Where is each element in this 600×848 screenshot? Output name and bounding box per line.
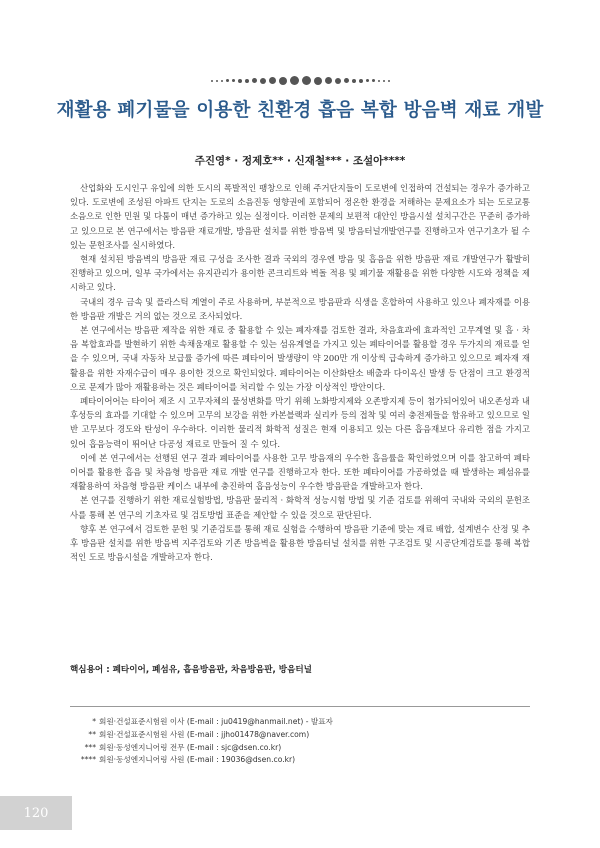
paragraph: 본 연구를 진행하기 위한 재료실험방법, 방음판 물리적 · 화학적 성능시험 방법 및 기준 검토를 위해여 국내와 국외의 문헌조사를 통해 본 연구의 기초자료 및 검토방법 표준을 제안할 수 있을 것으로 판단된다.	[70, 495, 530, 520]
decorative-dot	[352, 79, 356, 83]
decorative-dot	[260, 78, 266, 84]
decorative-dot	[344, 78, 349, 83]
paragraph: 현재 설치된 방음벽의 방음판 재료 구성을 조사한 결과 국외의 경우엔 방음 및 흡음을 위한 방음판 재료 개발연구가 활발히 진행하고 있으며, 일부 국가에서는 유지관리가 용이한 콘크리트와 벽돌 적용 및 폐기물 재활용을 위한 다양한 시도와 정책을 제시하고 있다.	[70, 254, 530, 293]
decorative-dot	[388, 80, 390, 82]
footnote-text: 회원·동성엔지니어링 사원 (E-mail : 19036@dsen.co.kr)	[99, 755, 296, 765]
decorative-dot	[383, 80, 385, 82]
decorative-dot	[211, 80, 213, 82]
footnote	[70, 729, 530, 742]
footnote-text: 회원·건설표준시험원 이사 (E-mail : ju0419@hanmail.net) - 발표자	[99, 717, 333, 726]
paragraph: 본 연구에서는 방음판 제작을 위한 재료 중 활용할 수 있는 폐자재를 검토한 결과, 차음효과에 효과적인 고무계열 및 흡 · 차음 복합효과를 발현하기 위한 속채움재로 활용할 수 있는 섬유계열을 가지고 있는 폐타이어를 활용할 경우 두가지의 재료를 얻을 수 있으며, 국내 자동차 보급률 증가에 따른 폐타이어 발생량이 약 200만 개 이상씩 급속하게 증가하고 있으므로 폐자재 재활용을 위한 자재수급이 매우 용이한 것으로 확인되었다. 폐타이어는 이산화탄소 배출과 다이옥신 발생 등 단점이 크고 환경적으로 문제가 많아 재활용하는 것은 폐타이어를 처리할 수 있는 가장 이상적인 방안이다.	[70, 325, 530, 392]
decorative-dot	[378, 80, 380, 82]
paragraph: 향후 본 연구에서 검토한 문헌 및 기준검토를 통해 재료 실험을 수행하여 방음판 기준에 맞는 재료 배합, 설계변수 산정 및 추후 방음판 설치를 위한 방음벽 지주검토와 기존 방음벽을 활용한 방음터널 설치를 위한 구조검토 및 시공단계검토를 통해 복합적인 도로 방음시설을 개발하고자 한다.	[70, 523, 530, 563]
footnotes	[70, 716, 530, 767]
decorative-dot	[226, 79, 229, 82]
keywords: 핵심용어 : 폐타이어, 폐섬유, 흡음방음판, 차음방음판, 방음터널	[70, 665, 312, 675]
footnote-text: 회원·건설표준시험원 사원 (E-mail : jjho01478@naver.com)	[99, 729, 310, 739]
decorative-dot	[314, 77, 322, 85]
paper-title: 재활용 폐기물을 이용한 친환경 흡음 복합 방음벽 재료 개발	[56, 100, 544, 121]
footnote	[70, 754, 530, 767]
decorative-dot-divider	[0, 76, 600, 85]
footnote-mark: ***	[84, 742, 96, 752]
decorative-dot	[290, 76, 299, 85]
footnote-mark: ****	[80, 755, 96, 765]
paragraph: 이에 본 연구에서는 선행된 연구 결과 폐타이어를 사용한 고무 방음재의 우수한 흡음률을 확인하였으며 이를 참고하여 폐타이어를 활용한 흡음 및 차음형 방음판 재료 개발 연구를 진행하고자 한다. 또한 폐타이어를 가공하였을 때 발생하는 폐섬유를 재활용하여 차음형 방음판 케이스 내부에 충진하여 흡음성능이 우수한 방음판을 개발하고자 한다.	[70, 452, 530, 492]
decorative-dot	[372, 79, 375, 82]
decorative-dot	[359, 79, 363, 83]
paragraph: 산업화와 도시인구 유입에 의한 도시의 폭발적인 팽창으로 인해 주거단지들이 도로변에 인접하여 건설되는 경우가 증가하고 있다. 도로변에 조성된 아파트 단지는 도로의 소음진동 영향권에 포함되어 정온한 환경을 저해하는 문제요소가 되는 도로교통 소음으로 인한 민원 및 다툼이 매년 증가하고 있는 실정이다. 이러한 문제의 보편적 대안인 방음시설 설치구간은 꾸준히 증가하고 있으므로 본 연구에서는 방음판 재료개발, 방음판 설치를 위한 방음벽 및 방음터널개발연구를 진행하고자 연구기초가 될 수 있는 문헌조사를 실시하였다.	[70, 183, 530, 250]
footnote-text: 회원·동성엔지니어링 전무 (E-mail : sjc@dsen.co.kr)	[99, 742, 282, 752]
decorative-dot	[269, 77, 276, 84]
decorative-dot	[279, 77, 287, 85]
decorative-dot	[216, 80, 218, 82]
footnote-divider	[70, 706, 530, 707]
decorative-dot	[245, 79, 249, 83]
decorative-dot	[238, 79, 242, 83]
paragraph: 국내의 경우 금속 및 플라스틱 계열이 주로 사용하며, 부분적으로 방음판과 식생을 혼합하여 사용하고 있으나 폐자재를 이용한 방음판 개발은 거의 없는 것으로 조사되었다.	[70, 296, 530, 321]
footnote	[70, 742, 530, 755]
decorative-dot	[252, 78, 257, 83]
footnote	[70, 716, 530, 729]
decorative-dot	[366, 79, 369, 82]
author-list: 주진영* · 정제호** · 신재철*** · 조설아****	[194, 155, 406, 167]
decorative-dot	[221, 80, 223, 82]
footnote-mark: **	[88, 729, 96, 739]
page-number: 120	[0, 796, 72, 830]
abstract-body	[70, 181, 530, 564]
decorative-dot	[302, 76, 311, 85]
footnote-mark: *	[92, 717, 96, 726]
decorative-dot	[232, 79, 235, 82]
paragraph: 폐타이어어는 타이어 제조 시 고무자체의 물성변화를 막기 위해 노화방지제와 오존방지제 등이 첨가되어있어 내오존성과 내후성등의 효과를 기대할 수 있으며 고무의 보강을 위한 카본블랙과 실리카 등의 접착 및 여러 충전제들을 함유하고 있으므로 일반 고무보다 경도와 탄성이 우수하다. 이러한 물리적 화학적 성질은 현재 이용되고 있는 다른 흡음재보다 유리한 점을 가지고 있어 흡음능력이 뛰어난 다공성 재료로 만들어 질 수 있다.	[70, 396, 530, 449]
decorative-dot	[335, 78, 341, 84]
decorative-dot	[325, 77, 332, 84]
